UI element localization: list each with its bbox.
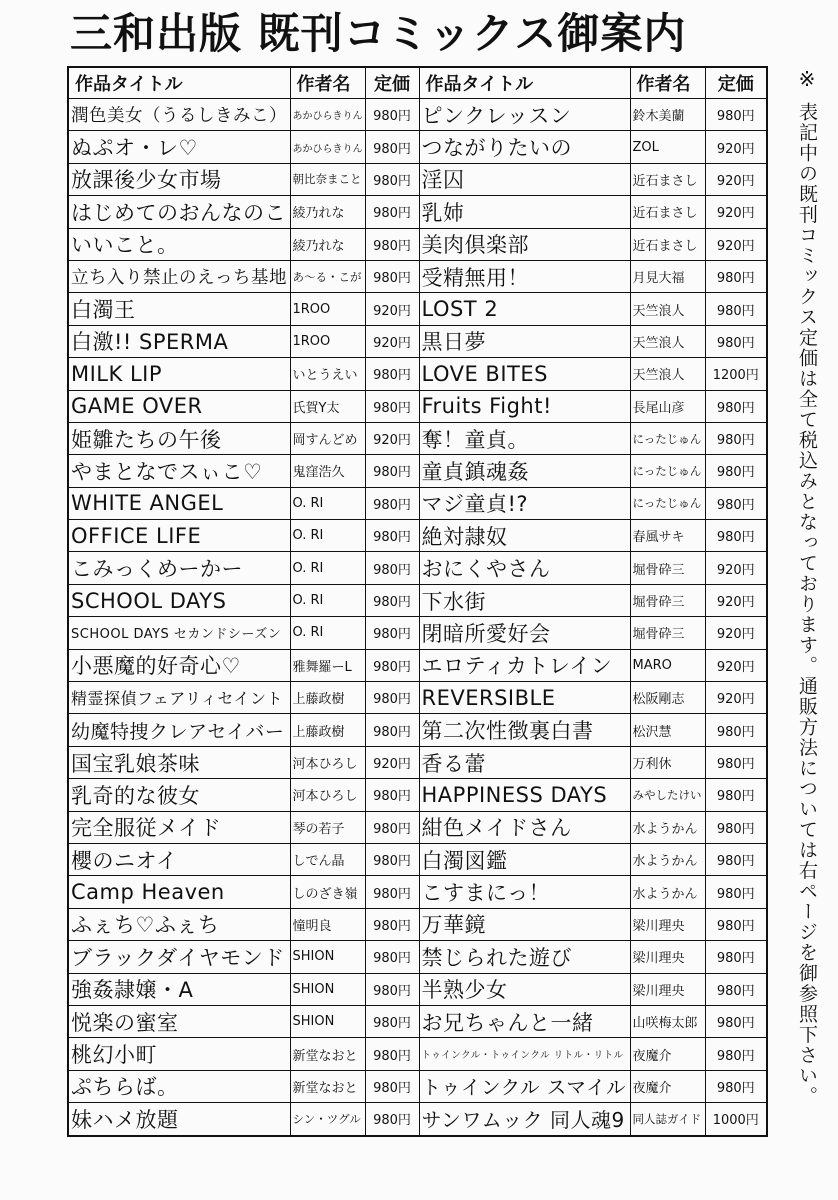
left-book-title: ぷちらば。: [68, 1070, 290, 1102]
left-book-title: 白濁王: [68, 293, 290, 325]
table-row: [68, 746, 767, 778]
right-book-price: 920円: [705, 552, 767, 584]
left-book-title: 悦楽の蜜室: [68, 1005, 290, 1037]
right-book-price: 920円: [705, 617, 767, 649]
left-book-title: 国宝乳娘茶味: [68, 746, 290, 778]
left-book-author: いとうえい: [290, 358, 365, 390]
left-book-price: 980円: [365, 617, 419, 649]
right-book-price: 920円: [705, 131, 767, 163]
left-book-title: こみっくめーかー: [68, 552, 290, 584]
right-book-author: 堀骨砕三: [630, 552, 705, 584]
left-book-price: 980円: [365, 390, 419, 422]
table-row: [68, 358, 767, 390]
left-book-price: 980円: [365, 1070, 419, 1102]
left-book-author: SHION: [290, 1005, 365, 1037]
left-book-title: GAME OVER: [68, 390, 290, 422]
left-book-price: 980円: [365, 584, 419, 616]
right-book-price: 980円: [705, 520, 767, 552]
left-book-title: SCHOOL DAYS セカンドシーズン: [68, 617, 290, 649]
left-book-author: あかひらきりん: [290, 131, 365, 163]
right-book-title: 閉暗所愛好会: [419, 617, 630, 649]
left-book-price: 980円: [365, 714, 419, 746]
right-book-author: 梁川理央: [630, 973, 705, 1005]
left-book-title: ぬぷオ・レ♡: [68, 131, 290, 163]
left-book-price: 980円: [365, 843, 419, 875]
table-row: [68, 99, 767, 131]
header-title-right: 作品タイトル: [419, 67, 630, 99]
left-book-author: 上藤政樹: [290, 682, 365, 714]
left-book-author: 新堂なおと: [290, 1038, 365, 1070]
right-book-title: 美肉倶楽部: [419, 228, 630, 260]
right-book-price: 980円: [705, 876, 767, 908]
right-book-author: 水ようかん: [630, 843, 705, 875]
left-book-title: 姫雛たちの午後: [68, 422, 290, 454]
left-book-title: いいこと。: [68, 228, 290, 260]
table-row: [68, 293, 767, 325]
table-row: [68, 649, 767, 681]
right-book-price: 980円: [705, 941, 767, 973]
table-row: [68, 1070, 767, 1102]
right-book-price: 920円: [705, 649, 767, 681]
right-book-title: 香る蕾: [419, 746, 630, 778]
left-book-author: 河本ひろし: [290, 779, 365, 811]
left-book-title: MILK LIP: [68, 358, 290, 390]
left-book-title: 乳奇的な彼女: [68, 779, 290, 811]
left-book-price: 980円: [365, 908, 419, 940]
right-book-author: 春風サキ: [630, 520, 705, 552]
right-book-author: 近石まさし: [630, 196, 705, 228]
left-book-author: あかひらきりん: [290, 99, 365, 131]
right-book-title: 童貞鎮魂姦: [419, 455, 630, 487]
right-book-title: 紺色メイドさん: [419, 811, 630, 843]
right-book-price: 980円: [705, 843, 767, 875]
right-book-title: REVERSIBLE: [419, 682, 630, 714]
left-book-title: はじめてのおんなのこ: [68, 196, 290, 228]
right-book-author: 梁川理央: [630, 908, 705, 940]
right-book-title: 黒日夢: [419, 325, 630, 357]
table-row: [68, 520, 767, 552]
left-book-price: 980円: [365, 1038, 419, 1070]
left-book-price: 920円: [365, 325, 419, 357]
left-book-author: 雅舞羅ーL: [290, 649, 365, 681]
left-book-price: 980円: [365, 358, 419, 390]
left-book-author: SHION: [290, 941, 365, 973]
left-book-author: しのざき嶺: [290, 876, 365, 908]
right-book-author: 梁川理央: [630, 941, 705, 973]
right-book-author: 天竺浪人: [630, 293, 705, 325]
left-book-author: 河本ひろし: [290, 746, 365, 778]
right-book-price: 980円: [705, 487, 767, 519]
right-book-author: 天竺浪人: [630, 325, 705, 357]
left-book-title: 桃幻小町: [68, 1038, 290, 1070]
left-book-price: 920円: [365, 422, 419, 454]
table-row: [68, 584, 767, 616]
left-book-author: 1ROO: [290, 325, 365, 357]
page-title: 三和出版 既刊コミックス御案内: [70, 9, 687, 58]
right-book-author: 同人誌ガイド: [630, 1103, 705, 1136]
left-book-title: 放課後少女市場: [68, 163, 290, 195]
right-book-title: 下水街: [419, 584, 630, 616]
right-book-price: 980円: [705, 325, 767, 357]
right-book-price: 980円: [705, 973, 767, 1005]
right-book-title: 奪！童貞。: [419, 422, 630, 454]
header-title-left: 作品タイトル: [68, 67, 290, 99]
left-book-author: O. RI: [290, 487, 365, 519]
right-book-title: トゥインクル・トゥインクル リトル・リトル: [419, 1038, 630, 1070]
table-row: [68, 714, 767, 746]
right-book-author: みやしたけい: [630, 779, 705, 811]
right-book-author: ZOL: [630, 131, 705, 163]
right-book-title: つながりたいの: [419, 131, 630, 163]
table-row: [68, 390, 767, 422]
right-book-title: LOST 2: [419, 293, 630, 325]
table-row: [68, 455, 767, 487]
right-book-price: 980円: [705, 260, 767, 292]
catalog-table: [67, 66, 768, 1137]
left-book-author: 岡すんどめ: [290, 422, 365, 454]
right-book-title: LOVE BITES: [419, 358, 630, 390]
table-row: [68, 973, 767, 1005]
table-row: [68, 260, 767, 292]
right-book-title: HAPPINESS DAYS: [419, 779, 630, 811]
right-book-price: 980円: [705, 1070, 767, 1102]
left-book-title: 潤色美女（うるしきみこ）: [68, 99, 290, 131]
right-book-author: 近石まさし: [630, 228, 705, 260]
left-book-price: 980円: [365, 552, 419, 584]
left-book-price: 980円: [365, 811, 419, 843]
table-row: [68, 1005, 767, 1037]
left-book-author: 氏賀Y太: [290, 390, 365, 422]
note-text: 表記中の既刊コミックス定価は全て税込みとなっております。通販方法については右ページを御参照下さい。: [796, 102, 818, 1107]
header-price-right: 定価: [705, 67, 767, 99]
left-book-title: 櫻のニオイ: [68, 843, 290, 875]
left-book-price: 980円: [365, 487, 419, 519]
right-book-author: 松沢慧: [630, 714, 705, 746]
left-book-author: 憧明良: [290, 908, 365, 940]
right-book-price: 980円: [705, 1005, 767, 1037]
right-book-title: 乳姉: [419, 196, 630, 228]
table-row: [68, 811, 767, 843]
left-book-title: WHITE ANGEL: [68, 487, 290, 519]
left-book-price: 980円: [365, 260, 419, 292]
right-book-price: 980円: [705, 746, 767, 778]
right-book-author: 万利休: [630, 746, 705, 778]
left-book-title: ブラックダイヤモンド: [68, 941, 290, 973]
right-book-author: にったじゅん: [630, 455, 705, 487]
right-book-author: 近石まさし: [630, 163, 705, 195]
left-book-price: 980円: [365, 876, 419, 908]
right-book-price: 980円: [705, 908, 767, 940]
left-book-author: O. RI: [290, 552, 365, 584]
right-book-price: 980円: [705, 779, 767, 811]
right-book-title: Fruits Fight!: [419, 390, 630, 422]
right-book-author: 天竺浪人: [630, 358, 705, 390]
right-book-author: にったじゅん: [630, 422, 705, 454]
right-book-title: エロティカトレイン: [419, 649, 630, 681]
left-book-title: 完全服従メイド: [68, 811, 290, 843]
right-book-author: 鈴木美蘭: [630, 99, 705, 131]
table-row: [68, 876, 767, 908]
left-book-author: 琴の若子: [290, 811, 365, 843]
right-book-title: 白濁図鑑: [419, 843, 630, 875]
left-book-price: 980円: [365, 196, 419, 228]
right-book-title: 半熟少女: [419, 973, 630, 1005]
table-row: [68, 779, 767, 811]
table-row: [68, 1103, 767, 1136]
right-book-author: 月見大福: [630, 260, 705, 292]
note-mark: ※: [798, 67, 816, 91]
right-book-author: 堀骨砕三: [630, 584, 705, 616]
left-book-price: 920円: [365, 293, 419, 325]
left-book-price: 980円: [365, 649, 419, 681]
left-book-author: 綾乃れな: [290, 228, 365, 260]
left-book-author: 上藤政樹: [290, 714, 365, 746]
left-book-title: SCHOOL DAYS: [68, 584, 290, 616]
left-book-title: 白激!! SPERMA: [68, 325, 290, 357]
right-book-title: サンワムック 同人魂9: [419, 1103, 630, 1136]
right-book-price: 920円: [705, 682, 767, 714]
left-book-title: やまとなでスぃこ♡: [68, 455, 290, 487]
left-book-price: 980円: [365, 455, 419, 487]
right-book-title: 第二次性徴裏白書: [419, 714, 630, 746]
left-book-title: 強姦隷嬢・A: [68, 973, 290, 1005]
right-book-title: 淫囚: [419, 163, 630, 195]
right-book-price: 1000円: [705, 1103, 767, 1136]
left-book-author: 朝比奈まこと: [290, 163, 365, 195]
left-book-title: 立ち入り禁止のえっち基地: [68, 260, 290, 292]
left-book-author: O. RI: [290, 520, 365, 552]
right-book-author: 松阪剛志: [630, 682, 705, 714]
right-book-title: 受精無用！: [419, 260, 630, 292]
table-row: [68, 1038, 767, 1070]
left-book-author: 1ROO: [290, 293, 365, 325]
right-book-title: お兄ちゃんと一緒: [419, 1005, 630, 1037]
left-book-author: シン・ツグル: [290, 1103, 365, 1136]
right-book-author: 夜魔介: [630, 1070, 705, 1102]
right-book-price: 1200円: [705, 358, 767, 390]
right-book-price: 980円: [705, 455, 767, 487]
right-book-price: 980円: [705, 99, 767, 131]
left-book-author: O. RI: [290, 584, 365, 616]
right-book-price: 980円: [705, 293, 767, 325]
table-row: [68, 131, 767, 163]
left-book-author: あ〜る・こが: [290, 260, 365, 292]
left-book-title: 幼魔特捜クレアセイバー: [68, 714, 290, 746]
right-book-title: 絶対隷奴: [419, 520, 630, 552]
right-book-title: おにくやさん: [419, 552, 630, 584]
right-book-price: 920円: [705, 584, 767, 616]
right-book-author: 水ようかん: [630, 876, 705, 908]
left-book-price: 980円: [365, 682, 419, 714]
left-book-author: 新堂なおと: [290, 1070, 365, 1102]
left-book-author: O. RI: [290, 617, 365, 649]
table-row: [68, 843, 767, 875]
catalog-rows: [68, 99, 767, 1136]
left-book-title: 妹ハメ放題: [68, 1103, 290, 1136]
left-book-title: OFFICE LIFE: [68, 520, 290, 552]
left-book-title: 精霊探偵フェアリィセイント: [68, 682, 290, 714]
left-book-author: SHION: [290, 973, 365, 1005]
left-book-title: ふぇち♡ふぇち: [68, 908, 290, 940]
left-book-price: 980円: [365, 779, 419, 811]
table-row: [68, 552, 767, 584]
left-book-price: 980円: [365, 99, 419, 131]
table-row: [68, 908, 767, 940]
table-row: [68, 487, 767, 519]
right-book-author: 堀骨砕三: [630, 617, 705, 649]
right-book-price: 980円: [705, 1038, 767, 1070]
table-row: [68, 941, 767, 973]
left-book-price: 980円: [365, 131, 419, 163]
left-book-price: 980円: [365, 228, 419, 260]
right-book-price: 920円: [705, 228, 767, 260]
right-book-author: にったじゅん: [630, 487, 705, 519]
left-book-price: 980円: [365, 1005, 419, 1037]
right-book-author: 夜魔介: [630, 1038, 705, 1070]
right-book-price: 920円: [705, 163, 767, 195]
header-author-right: 作者名: [630, 67, 705, 99]
table-row: [68, 196, 767, 228]
right-book-price: 980円: [705, 811, 767, 843]
right-book-price: 920円: [705, 196, 767, 228]
left-book-price: 980円: [365, 973, 419, 1005]
right-book-author: 長尾山彦: [630, 390, 705, 422]
left-book-price: 980円: [365, 941, 419, 973]
left-book-price: 980円: [365, 163, 419, 195]
left-book-author: しでん晶: [290, 843, 365, 875]
right-book-author: MARO: [630, 649, 705, 681]
header-row: [68, 67, 767, 99]
right-book-author: 水ようかん: [630, 811, 705, 843]
right-book-title: 万華鏡: [419, 908, 630, 940]
side-note: [782, 64, 832, 1184]
right-book-price: 980円: [705, 422, 767, 454]
left-book-price: 920円: [365, 746, 419, 778]
right-book-title: マジ童貞!?: [419, 487, 630, 519]
right-book-author: 山咲梅太郎: [630, 1005, 705, 1037]
right-book-price: 980円: [705, 714, 767, 746]
left-book-title: 小悪魔的好奇心♡: [68, 649, 290, 681]
table-row: [68, 422, 767, 454]
left-book-author: 綾乃れな: [290, 196, 365, 228]
left-book-price: 980円: [365, 520, 419, 552]
left-book-price: 980円: [365, 1103, 419, 1136]
table-row: [68, 617, 767, 649]
right-book-title: ピンクレッスン: [419, 99, 630, 131]
header-price-left: 定価: [365, 67, 419, 99]
table-row: [68, 228, 767, 260]
table-row: [68, 325, 767, 357]
table-row: [68, 682, 767, 714]
left-book-author: 鬼窪浩久: [290, 455, 365, 487]
right-book-title: こすまにっ！: [419, 876, 630, 908]
table-row: [68, 163, 767, 195]
right-book-title: 禁じられた遊び: [419, 941, 630, 973]
right-book-title: トゥインクル スマイル: [419, 1070, 630, 1102]
left-book-title: Camp Heaven: [68, 876, 290, 908]
header-author-left: 作者名: [290, 67, 365, 99]
right-book-price: 980円: [705, 390, 767, 422]
